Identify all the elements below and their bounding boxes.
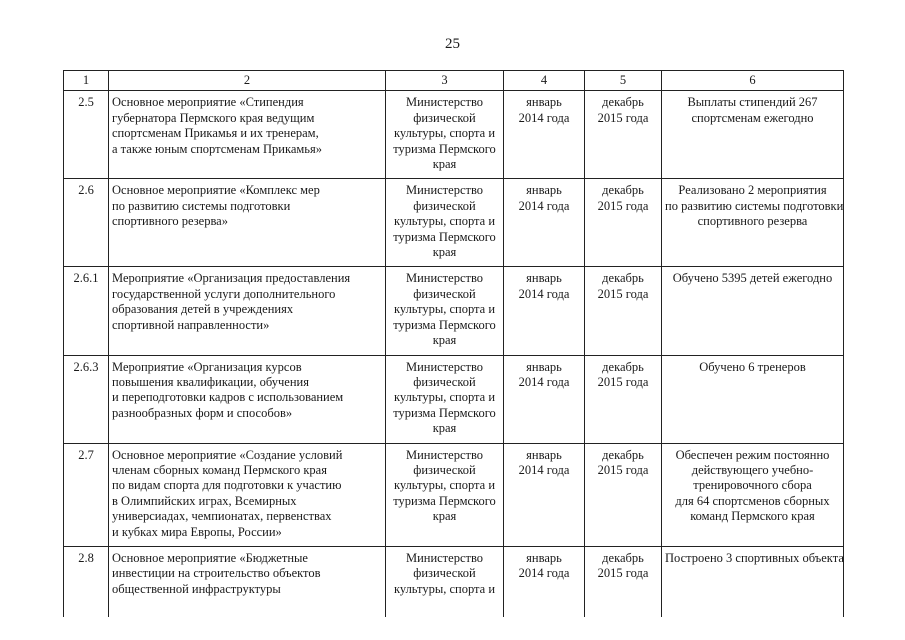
- text-line: Основное мероприятие «Стипендия: [112, 95, 304, 110]
- text-line: 2014 года: [518, 566, 570, 581]
- end-date: [585, 546, 662, 617]
- text-line: универсиадах, чемпионатах, первенствах: [112, 509, 332, 524]
- expected-result: [662, 91, 844, 179]
- item-number: 2.6.1: [64, 267, 109, 355]
- text-line: физической: [413, 374, 476, 389]
- text-line: январь: [526, 95, 562, 110]
- start-date: [504, 267, 585, 355]
- text-line: 2014 года: [518, 110, 570, 125]
- table-row: [64, 355, 844, 443]
- item-number: 2.6.3: [64, 355, 109, 443]
- responsible-executor: [386, 91, 504, 179]
- text-line: туризма Пермского: [393, 141, 496, 156]
- responsible-executor: [386, 546, 504, 617]
- item-number: 2.6: [64, 179, 109, 267]
- text-line: туризма Пермского: [393, 229, 496, 244]
- text-line: и переподготовки кадров с использованием: [112, 390, 344, 405]
- responsible-executor: [386, 179, 504, 267]
- end-date: [585, 355, 662, 443]
- header-row: [64, 71, 844, 91]
- text-line: Построено 3 спортивных объекта: [665, 550, 844, 565]
- text-line: разнообразных форм и способов»: [112, 405, 293, 420]
- start-date: [504, 91, 585, 179]
- text-line: по развитию системы подготовки: [665, 198, 844, 213]
- text-line: Министерство: [405, 447, 484, 462]
- measure-description: [109, 443, 386, 546]
- text-line: образования детей в учреждениях: [112, 302, 294, 317]
- text-line: физической: [413, 566, 476, 581]
- text-line: Основное мероприятие «Бюджетные: [112, 550, 308, 565]
- page-number: 25: [445, 36, 460, 52]
- start-date: [504, 546, 585, 617]
- start-date: [504, 179, 585, 267]
- text-line: спортсменам Прикамья и их тренерам,: [112, 126, 319, 141]
- program-table: [63, 70, 844, 617]
- text-line: инвестиции на строительство объектов: [112, 566, 321, 581]
- text-line: Выплаты стипендий 267: [687, 95, 818, 110]
- measure-description: [109, 91, 386, 179]
- text-line: края: [432, 333, 457, 348]
- text-line: команд Пермского края: [690, 509, 815, 524]
- end-date: [585, 443, 662, 546]
- text-line: Основное мероприятие «Комплекс мер: [112, 183, 320, 198]
- text-line: спортивного резерва»: [112, 214, 228, 229]
- text-line: действующего учебно-: [691, 462, 814, 477]
- text-line: спортсменам ежегодно: [691, 110, 814, 125]
- text-line: по видам спорта для подготовки к участию: [112, 478, 342, 493]
- text-line: 2014 года: [518, 462, 570, 477]
- text-line: Министерство: [405, 550, 484, 565]
- text-line: культуры, спорта и: [393, 126, 496, 141]
- responsible-executor: [386, 355, 504, 443]
- text-line: культуры, спорта и: [393, 390, 496, 405]
- text-line: Министерство: [405, 271, 484, 286]
- text-line: 2015 года: [597, 198, 649, 213]
- text-line: декабрь: [602, 359, 644, 374]
- item-number: 2.7: [64, 443, 109, 546]
- text-line: Мероприятие «Организация предоставления: [112, 271, 351, 286]
- text-line: январь: [526, 271, 562, 286]
- text-line: общественной инфраструктуры: [112, 581, 281, 596]
- text-line: 2014 года: [518, 374, 570, 389]
- text-line: а также юным спортсменам Прикамья»: [112, 141, 322, 156]
- text-line: культуры, спорта и: [393, 478, 496, 493]
- header-cell: 1: [64, 71, 109, 91]
- text-line: Мероприятие «Организация курсов: [112, 359, 302, 374]
- header-cell: 6: [662, 71, 844, 91]
- text-line: 2014 года: [518, 286, 570, 301]
- text-line: 2015 года: [597, 286, 649, 301]
- text-line: края: [432, 245, 457, 260]
- text-line: январь: [526, 359, 562, 374]
- text-line: январь: [526, 183, 562, 198]
- text-line: Реализовано 2 мероприятия: [678, 183, 827, 198]
- text-line: физической: [413, 462, 476, 477]
- text-line: 2015 года: [597, 110, 649, 125]
- table-row: [64, 179, 844, 267]
- responsible-executor: [386, 267, 504, 355]
- text-line: спортивного резерва: [697, 214, 808, 229]
- text-line: губернатора Пермского края ведущим: [112, 110, 315, 125]
- expected-result: [662, 443, 844, 546]
- table-row: [64, 91, 844, 179]
- text-line: декабрь: [602, 447, 644, 462]
- end-date: [585, 91, 662, 179]
- expected-result: [662, 267, 844, 355]
- header-cell: 3: [386, 71, 504, 91]
- text-line: края: [432, 509, 457, 524]
- text-line: туризма Пермского: [393, 317, 496, 332]
- end-date: [585, 267, 662, 355]
- text-line: государственной услуги дополнительного: [112, 286, 336, 301]
- text-line: туризма Пермского: [393, 405, 496, 420]
- text-line: членам сборных команд Пермского края: [112, 462, 327, 477]
- text-line: тренировочного сбора: [693, 478, 812, 493]
- text-line: культуры, спорта и: [393, 214, 496, 229]
- text-line: 2015 года: [597, 374, 649, 389]
- text-line: 2015 года: [597, 566, 649, 581]
- table-row: [64, 443, 844, 546]
- text-line: 2015 года: [597, 462, 649, 477]
- responsible-executor: [386, 443, 504, 546]
- text-line: повышения квалификации, обучения: [112, 374, 309, 389]
- header-cell: 2: [109, 71, 386, 91]
- text-line: культуры, спорта и: [393, 302, 496, 317]
- table-row: [64, 546, 844, 617]
- expected-result: [662, 355, 844, 443]
- text-line: края: [432, 421, 457, 436]
- text-line: в Олимпийских играх, Всемирных: [112, 493, 297, 508]
- text-line: физической: [413, 198, 476, 213]
- item-number: 2.8: [64, 546, 109, 617]
- expected-result: [662, 546, 844, 617]
- text-line: Министерство: [405, 359, 484, 374]
- text-line: для 64 спортсменов сборных: [675, 493, 830, 508]
- text-line: физической: [413, 286, 476, 301]
- text-line: физической: [413, 110, 476, 125]
- text-line: 2014 года: [518, 198, 570, 213]
- text-line: Обучено 6 тренеров: [699, 359, 806, 374]
- table-row: [64, 267, 844, 355]
- text-line: края: [432, 157, 457, 172]
- text-line: январь: [526, 447, 562, 462]
- start-date: [504, 443, 585, 546]
- measure-description: [109, 267, 386, 355]
- expected-result: [662, 179, 844, 267]
- end-date: [585, 179, 662, 267]
- text-line: по развитию системы подготовки: [112, 198, 291, 213]
- text-line: декабрь: [602, 271, 644, 286]
- text-line: Министерство: [405, 183, 484, 198]
- text-line: Основное мероприятие «Создание условий: [112, 447, 343, 462]
- item-number: 2.5: [64, 91, 109, 179]
- text-line: культуры, спорта и: [393, 581, 496, 596]
- measure-description: [109, 546, 386, 617]
- measure-description: [109, 355, 386, 443]
- text-line: январь: [526, 550, 562, 565]
- text-line: и кубках мира Европы, России»: [112, 524, 282, 539]
- text-line: Обеспечен режим постоянно: [675, 447, 830, 462]
- measure-description: [109, 179, 386, 267]
- header-cell: 4: [504, 71, 585, 91]
- text-line: туризма Пермского: [393, 493, 496, 508]
- start-date: [504, 355, 585, 443]
- header-cell: 5: [585, 71, 662, 91]
- text-line: Обучено 5395 детей ежегодно: [672, 271, 833, 286]
- text-line: спортивной направленности»: [112, 317, 270, 332]
- text-line: декабрь: [602, 95, 644, 110]
- text-line: Министерство: [405, 95, 484, 110]
- text-line: декабрь: [602, 183, 644, 198]
- text-line: декабрь: [602, 550, 644, 565]
